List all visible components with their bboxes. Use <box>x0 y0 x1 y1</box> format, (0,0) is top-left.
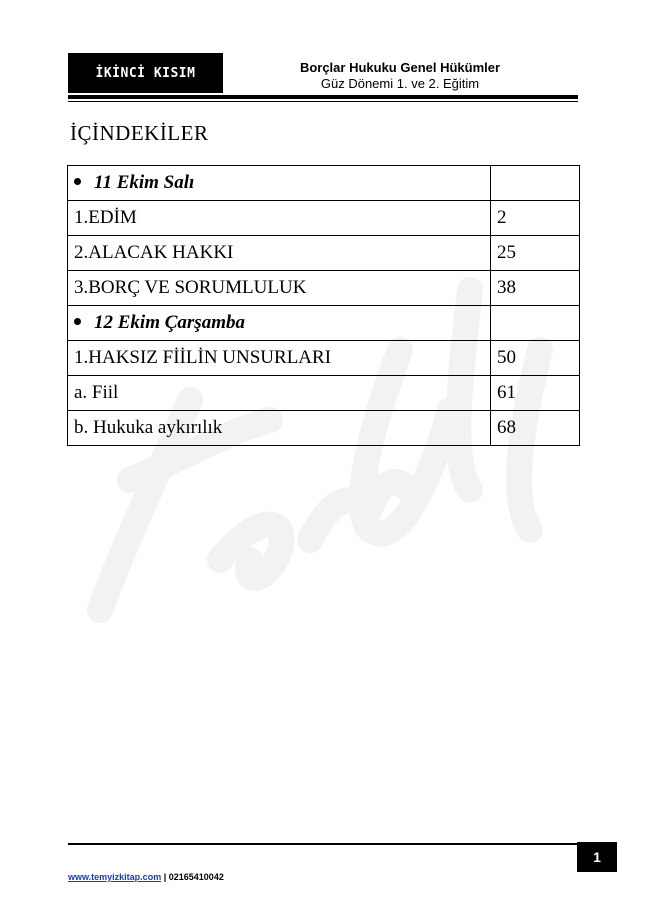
toc-page-number: 2 <box>491 201 580 236</box>
footer-contact <box>68 872 224 882</box>
toc-row[interactable] <box>68 201 580 236</box>
toc-entry-title: b. Hukuka aykırılık <box>68 411 491 446</box>
footer-rule <box>68 843 578 845</box>
running-header <box>230 60 570 92</box>
toc-row[interactable] <box>68 236 580 271</box>
toc-section-row <box>68 306 580 341</box>
toc-page-number: 61 <box>491 376 580 411</box>
website-link[interactable]: www.temyizkitap.com <box>68 872 162 882</box>
section-tab-label: İKİNCİ KISIM <box>95 65 196 81</box>
header-rule-thin <box>68 101 578 102</box>
page-number-box <box>577 842 617 872</box>
toc-heading: İÇİNDEKİLER <box>70 121 209 145</box>
toc-entry-title: a. Fiil <box>68 376 491 411</box>
toc-section-title: 12 Ekim Çarşamba <box>68 306 491 341</box>
course-term: Güz Dönemi 1. ve 2. Eğitim <box>320 76 480 91</box>
toc-row[interactable] <box>68 271 580 306</box>
bullet-icon <box>74 318 81 325</box>
toc-page-number <box>491 306 580 341</box>
toc-entry-title: 1.HAKSIZ FİİLİN UNSURLARI <box>68 341 491 376</box>
bullet-icon <box>74 178 81 185</box>
toc-entry-title: 1.EDİM <box>68 201 491 236</box>
toc-section-row <box>68 166 580 201</box>
toc-table <box>67 165 580 446</box>
course-title: Borçlar Hukuku Genel Hükümler <box>299 60 501 75</box>
toc-row[interactable] <box>68 341 580 376</box>
toc-page-number: 25 <box>491 236 580 271</box>
toc-section-title: 11 Ekim Salı <box>68 166 491 201</box>
toc-entry-title: 2.ALACAK HAKKI <box>68 236 491 271</box>
section-tab <box>68 53 223 93</box>
header-rule <box>68 95 578 99</box>
toc-page-number: 38 <box>491 271 580 306</box>
phone-number: 02165410042 <box>168 872 224 882</box>
toc-row[interactable] <box>68 411 580 446</box>
toc-row[interactable] <box>68 376 580 411</box>
page-number: 1 <box>593 849 601 865</box>
toc-page-number: 68 <box>491 411 580 446</box>
toc-entry-title: 3.BORÇ VE SORUMLULUK <box>68 271 491 306</box>
toc-page-number <box>491 166 580 201</box>
toc-page-number: 50 <box>491 341 580 376</box>
footer-separator: | <box>163 872 167 882</box>
